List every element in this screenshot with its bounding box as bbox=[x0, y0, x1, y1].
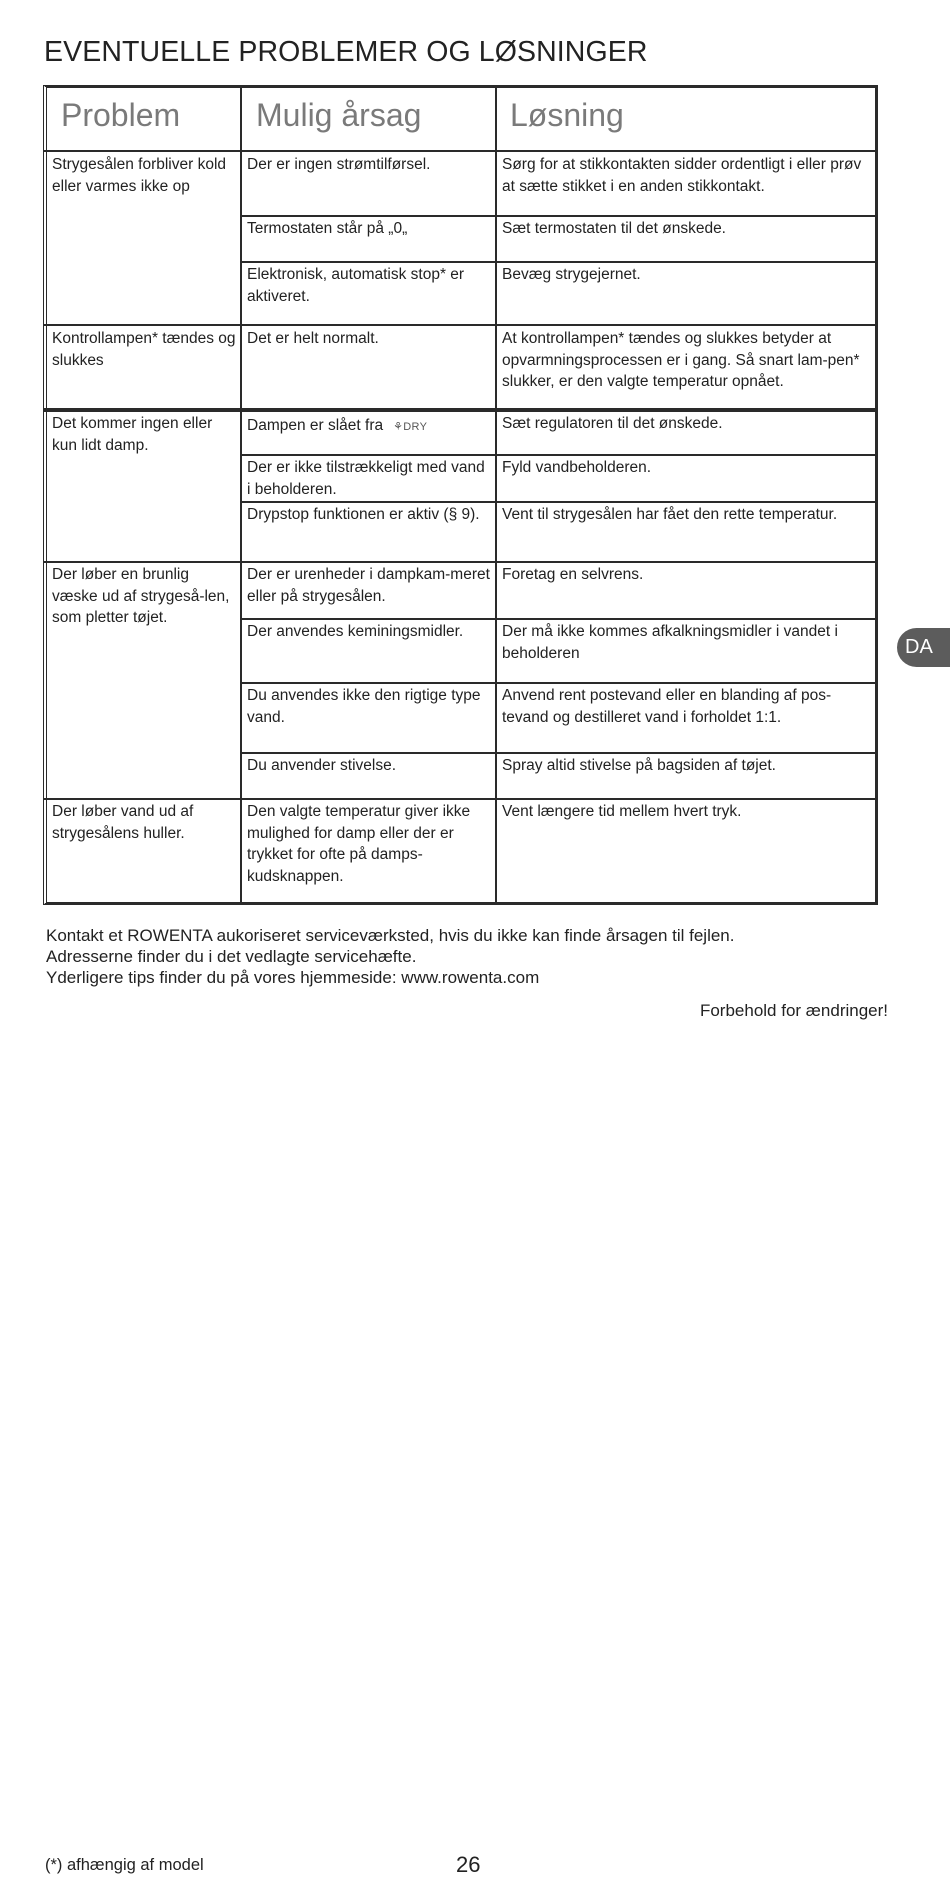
disclaimer: Forbehold for ændringer! bbox=[699, 1001, 888, 1020]
service-note: Kontakt et ROWENTA aukoriseret serviceværksted, hvis du ikke kan finde årsagen til fejlen. bbox=[46, 926, 735, 945]
solution-cell: Der må ikke kommes afkalkningsmidler i vandet i beholderen bbox=[502, 623, 838, 662]
group-divider bbox=[43, 408, 878, 412]
cause-cell: Det er helt normalt. bbox=[247, 330, 379, 347]
cause-cell: Du anvender stivelse. bbox=[247, 757, 397, 774]
cause-cell: Der er urenheder i dampkam-meret eller på strygesålen. bbox=[247, 566, 490, 605]
problem-cell: Der løber en brunlig væske ud af strygeså-len, som pletter tøjet. bbox=[52, 566, 230, 626]
problem-cell: Det kommer ingen eller kun lidt damp. bbox=[52, 415, 213, 454]
problem-cell: Der løber vand ud af strygesålens huller. bbox=[52, 803, 194, 842]
problem-cell: Strygesålen forbliver kold eller varmes ikke op bbox=[52, 156, 227, 195]
solution-cell: Sæt termostaten til det ønskede. bbox=[502, 220, 726, 237]
solution-cell: At kontrollampen* tændes og slukkes betyder at opvarmningsprocessen er i gang. Så snart lam-pen* slukker, er den valgte temperatur opnået. bbox=[502, 330, 860, 390]
solution-cell: Spray altid stivelse på bagsiden af tøjet. bbox=[502, 757, 776, 774]
page-number: 26 bbox=[456, 1852, 481, 1877]
column-divider bbox=[495, 85, 497, 905]
row-divider bbox=[241, 618, 878, 620]
header-solution: Løsning bbox=[510, 97, 624, 133]
cause-cell: Du anvendes ikke den rigtige type vand. bbox=[247, 687, 481, 726]
cause-cell: Termostaten står på „0„ bbox=[247, 220, 408, 237]
header-cause: Mulig årsag bbox=[256, 97, 422, 133]
row-divider bbox=[241, 752, 878, 754]
footnote: (*) afhængig af model bbox=[45, 1856, 204, 1874]
problem-cell: Kontrollampen* tændes og slukkes bbox=[52, 330, 236, 369]
solution-cell: Vent til strygesålen har fået den rette temperatur. bbox=[502, 506, 838, 523]
header-divider bbox=[43, 150, 878, 152]
row-divider bbox=[241, 261, 878, 263]
solution-cell: Foretag en selvrens. bbox=[502, 566, 644, 583]
cause-cell: Der er ikke tilstrækkeligt med vand i beholderen. bbox=[247, 459, 485, 498]
solution-cell: Sørg for at stikkontakten sidder ordentligt i eller prøv at sætte stikket i en anden stikkontakt. bbox=[502, 156, 862, 195]
solution-cell: Bevæg strygejernet. bbox=[502, 266, 641, 283]
cause-cell: Der anvendes keminingsmidler. bbox=[247, 623, 464, 640]
solution-cell: Fyld vandbeholderen. bbox=[502, 459, 652, 476]
group-divider bbox=[43, 324, 878, 326]
cause-cell: Den valgte temperatur giver ikke mulighed for damp eller der er trykket for ofte på damps-kudsknappen. bbox=[247, 803, 471, 885]
column-divider bbox=[240, 85, 242, 905]
website-note: Yderligere tips finder du på vores hjemmeside: www.rowenta.com bbox=[46, 968, 540, 987]
cause-cell: Der er ingen strømtilførsel. bbox=[247, 156, 431, 173]
row-divider bbox=[241, 454, 878, 456]
row-divider bbox=[241, 682, 878, 684]
header-problem: Problem bbox=[61, 97, 181, 133]
troubleshooting-table bbox=[43, 85, 878, 905]
cause-cell: Elektronisk, automatisk stop* er aktiveret. bbox=[247, 266, 465, 305]
language-tab: DA bbox=[897, 628, 950, 667]
solution-cell: Anvend rent postevand eller en blanding af pos-tevand og destilleret vand i forholdet 1:1. bbox=[502, 687, 832, 726]
group-divider bbox=[43, 561, 878, 563]
service-note: Adresserne finder du i det vedlagte servicehæfte. bbox=[46, 947, 417, 966]
cause-cell bbox=[247, 415, 492, 439]
cause-cell: Drypstop funktionen er aktiv (§ 9). bbox=[247, 506, 480, 523]
cause-text: Dampen er slået fra bbox=[247, 417, 384, 434]
solution-cell: Vent længere tid mellem hvert tryk. bbox=[502, 803, 742, 820]
page-title: EVENTUELLE PROBLEMER OG LØSNINGER bbox=[44, 36, 648, 68]
row-divider bbox=[241, 215, 878, 217]
row-divider bbox=[241, 501, 878, 503]
dry-steam-icon: ⚘DRY bbox=[393, 421, 428, 433]
solution-cell: Sæt regulatoren til det ønskede. bbox=[502, 415, 723, 432]
group-divider bbox=[43, 798, 878, 800]
